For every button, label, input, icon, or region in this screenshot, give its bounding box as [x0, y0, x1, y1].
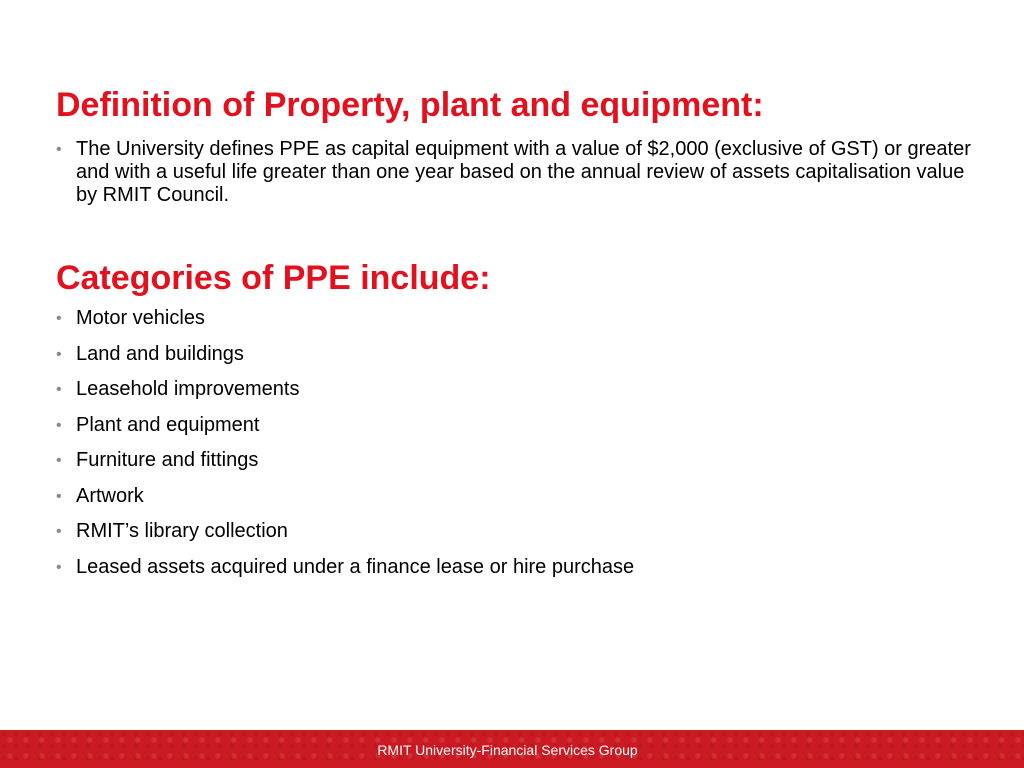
category-label: Plant and equipment	[76, 413, 260, 436]
category-label: Motor vehicles	[76, 307, 205, 329]
bullet-dot-icon: •	[56, 452, 62, 469]
definition-heading: Definition of Property, plant and equipment:	[56, 86, 764, 124]
bullet-dot-icon: •	[56, 381, 62, 398]
bullet-dot-icon: •	[56, 310, 62, 327]
list-item	[56, 485, 976, 508]
list-item	[56, 378, 976, 401]
list-item	[56, 343, 976, 366]
bullet-dot-icon: •	[56, 416, 62, 434]
bullet-dot-icon: •	[56, 141, 62, 158]
categories-heading: Categories of PPE include:	[56, 259, 491, 297]
category-label: Artwork	[76, 484, 144, 507]
list-item	[56, 520, 976, 543]
bullet-dot-icon: •	[56, 345, 62, 363]
list-item	[56, 414, 976, 437]
list-item	[56, 556, 976, 579]
definition-list	[56, 138, 976, 207]
category-label: RMIT’s library collection	[76, 520, 288, 542]
bullet-dot-icon: •	[56, 558, 62, 576]
category-label: Leasehold improvements	[76, 378, 300, 400]
definition-text: The University defines PPE as capital equipment with a value of $2,000 (exclusive of GST) or greater and with a useful life greater than one year based on the annual review of assets capitalisation value by RMIT Council.	[76, 138, 971, 206]
category-label: Furniture and fittings	[76, 449, 259, 471]
bullet-dot-icon: •	[56, 487, 62, 505]
category-label: Leased assets acquired under a finance lease or hire purchase	[76, 555, 635, 578]
list-item	[56, 307, 976, 330]
list-item	[56, 138, 976, 207]
slide-content	[56, 84, 976, 591]
footer-text: RMIT University-Financial Services Group	[377, 742, 638, 758]
footer-bar	[0, 730, 1024, 768]
list-item	[56, 449, 976, 472]
categories-list	[56, 307, 976, 579]
bullet-dot-icon: •	[56, 523, 62, 540]
category-label: Land and buildings	[76, 342, 244, 365]
